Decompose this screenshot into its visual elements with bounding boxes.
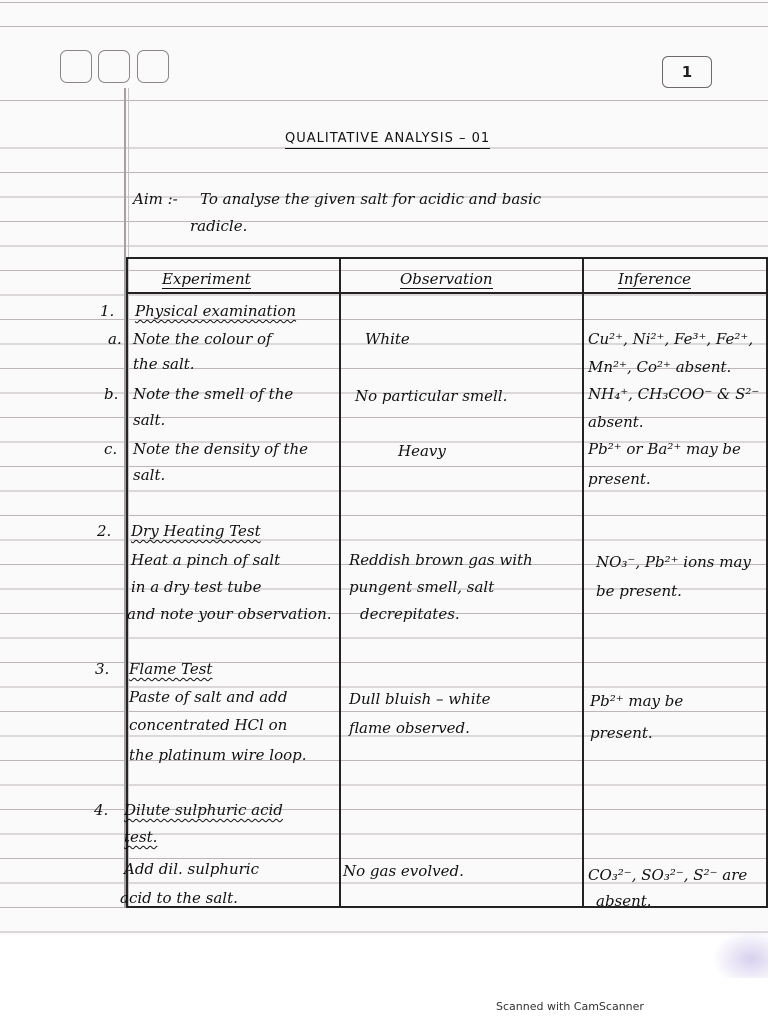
section-2-experiment-line-1: Heat a pinch of salt [131,551,281,569]
item-1b-label: b. [104,385,119,403]
item-1c-experiment-line-2: salt. [133,466,166,484]
header-experiment: Experiment [162,270,251,288]
section-4-heading-line-1: Dilute sulphuric acid [124,801,283,819]
item-1a-label: a. [108,330,122,348]
item-1a-experiment-line-1: Note the colour of [133,330,272,348]
item-1c-inference-line-2: present. [588,470,651,488]
section-4-number: 4. [94,801,109,819]
section-1-number: 1. [100,302,115,320]
item-1c-observation: Heavy [398,442,446,460]
section-2-experiment-line-2: in a dry test tube [131,578,262,596]
section-1-heading: Physical examination [135,302,297,320]
scan-smudge [712,930,768,978]
section-2-number: 2. [97,522,112,540]
item-1c-experiment-line-1: Note the density of the [133,440,308,458]
section-4-inference-line-2: absent. [596,892,652,910]
page-title: QUALITATIVE ANALYSIS – 01 [285,130,490,149]
item-1b-inference-line-1: NH₄⁺, CH₃COO⁻ & S²⁻ [588,385,760,403]
section-2-observation-line-2: pungent smell, salt [349,578,495,596]
item-1b-experiment-line-1: Note the smell of the [133,385,294,403]
table-col-divider-2 [582,257,584,907]
item-1a-experiment-line-2: the salt. [133,355,195,373]
item-1c-inference-line-1: Pb²⁺ or Ba²⁺ may be [588,440,741,458]
section-3-number: 3. [95,660,110,678]
table-right-border [766,257,768,907]
section-4-heading-line-2: test. [124,828,158,846]
section-2-inference-line-1: NO₃⁻, Pb²⁺ ions may [596,553,751,571]
section-3-observation-line-1: Dull bluish – white [349,690,491,708]
section-3-experiment-line-3: the platinum wire loop. [129,746,307,764]
item-1a-observation: White [365,330,410,348]
header-box-2 [98,50,130,83]
section-3-inference-line-2: present. [590,724,653,742]
section-3-experiment-line-2: concentrated HCl on [129,716,288,734]
section-4-experiment-line-1: Add dil. sulphuric [124,860,259,878]
page-number: 1 [662,56,712,88]
item-1b-observation: No particular smell. [355,387,508,405]
section-3-heading: Flame Test [129,660,213,678]
table-col-divider-1 [339,257,341,907]
section-3-experiment-line-1: Paste of salt and add [129,688,288,706]
header-observation: Observation [400,270,493,288]
section-4-experiment-line-2: acid to the salt. [120,889,238,907]
section-4-observation: No gas evolved. [343,862,464,880]
aim-label: Aim :- [133,190,178,208]
table-header-border [126,292,768,294]
header-box-1 [60,50,92,83]
item-1b-experiment-line-2: salt. [133,411,166,429]
margin-line-inner [128,88,129,908]
section-4-inference-line-1: CO₃²⁻, SO₃²⁻, S²⁻ are [588,866,748,884]
table-top-border [126,257,768,259]
item-1a-inference-line-2: Mn²⁺, Co²⁺ absent. [588,358,732,376]
section-2-heading: Dry Heating Test [131,522,261,540]
section-2-observation-line-1: Reddish brown gas with [349,551,533,569]
item-1a-inference-line-1: Cu²⁺, Ni²⁺, Fe³⁺, Fe²⁺, [588,330,754,348]
item-1c-label: c. [104,440,118,458]
section-2-experiment-line-3: and note your observation. [127,605,332,623]
header-inference: Inference [618,270,692,288]
section-3-observation-line-2: flame observed. [349,719,470,737]
header-box-3 [137,50,169,83]
section-2-observation-line-3: decrepitates. [360,605,460,623]
aim-line-2: radicle. [190,217,248,235]
aim-line-1: To analyse the given salt for acidic and basic [200,190,542,208]
scanner-watermark: Scanned with CamScanner [496,1000,644,1013]
item-1b-inference-line-2: absent. [588,413,644,431]
section-2-inference-line-2: be present. [596,582,682,600]
section-3-inference-line-1: Pb²⁺ may be [590,692,684,710]
